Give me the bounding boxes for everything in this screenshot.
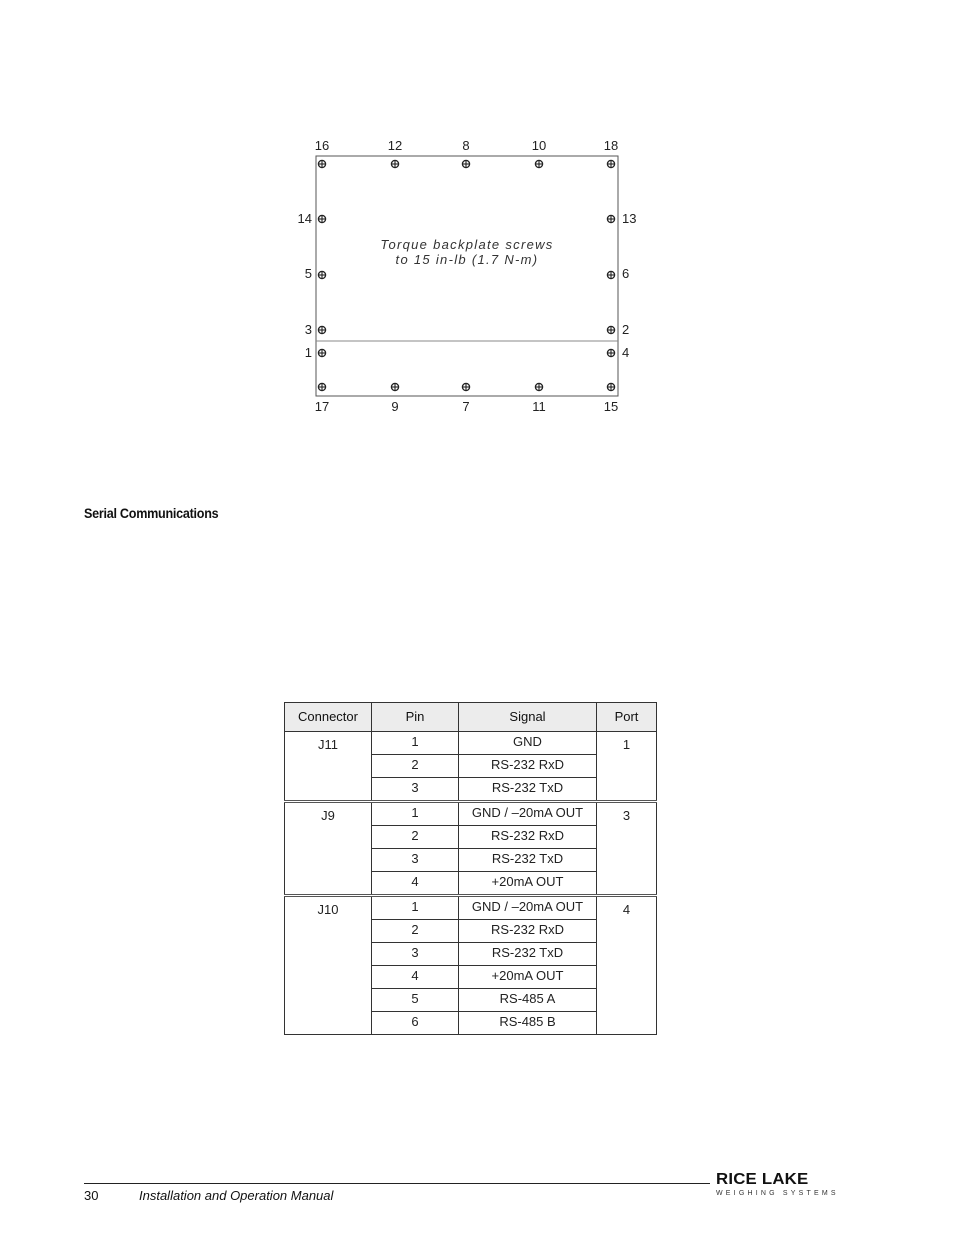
pin-cell: 2 [372,826,459,849]
screw-hole-icon [391,160,398,167]
signal-cell: RS-232 TxD [459,778,597,802]
screw-hole-icon [318,160,325,167]
screw-label-bottom-2: 9 [391,399,399,414]
logo-sub-text: WEIGHING SYSTEMS [716,1190,839,1197]
screw-label-right-1: 13 [622,211,637,226]
screw-hole-icon [318,215,325,222]
table-row [285,732,657,755]
pin-cell: 4 [372,966,459,989]
screw-hole-icon [391,383,398,390]
port-cell: 4 [597,896,657,1035]
signal-cell: RS-232 TxD [459,849,597,872]
table-row [285,802,657,826]
connector-cell: J10 [285,896,372,1035]
header-port: Port [597,703,657,732]
pin-cell: 5 [372,989,459,1012]
screw-label-top-4: 10 [531,138,547,153]
screw-hole-icon [607,349,614,356]
screw-hole-icon [318,271,325,278]
signal-cell: GND [459,732,597,755]
screw-label-bottom-5: 15 [603,399,619,414]
screw-label-right-4: 4 [622,345,630,360]
pin-cell: 1 [372,732,459,755]
screw-hole-icon [607,326,614,333]
pin-cell: 1 [372,802,459,826]
screw-label-bottom-3: 7 [462,399,470,414]
screw-hole-icon [462,383,469,390]
backplate-outline [316,156,618,396]
pin-cell: 2 [372,920,459,943]
pin-cell: 2 [372,755,459,778]
screw-label-left-3: 3 [304,322,312,337]
footer-title: Installation and Operation Manual [139,1188,334,1203]
screw-hole-icon [318,383,325,390]
page-number: 30 [84,1188,99,1203]
pin-cell: 3 [372,849,459,872]
screw-label-top-1: 16 [314,138,330,153]
header-pin: Pin [372,703,459,732]
port-cell: 1 [597,732,657,802]
pin-cell: 6 [372,1012,459,1035]
screw-hole-icon [607,271,614,278]
screw-label-top-2: 12 [387,138,403,153]
signal-cell: GND / –20mA OUT [459,802,597,826]
signal-cell: +20mA OUT [459,966,597,989]
table-row [285,896,657,920]
signal-cell: RS-232 RxD [459,755,597,778]
screw-label-left-2: 5 [304,266,312,281]
signal-cell: +20mA OUT [459,872,597,896]
screw-label-top-3: 8 [462,138,470,153]
screw-hole-icon [318,326,325,333]
pin-cell: 1 [372,896,459,920]
screw-hole-icon [535,160,542,167]
pin-cell: 3 [372,778,459,802]
connector-cell: J11 [285,732,372,802]
torque-note-line-2: to 15 in-lb (1.7 N-m) [395,252,539,267]
screw-hole-icon [318,349,325,356]
rice-lake-logo [716,1172,854,1198]
signal-cell: RS-232 TxD [459,943,597,966]
screw-hole-icon [607,160,614,167]
signal-cell: RS-485 B [459,1012,597,1035]
screw-label-top-5: 18 [603,138,619,153]
table-header-row [285,703,657,732]
screw-label-bottom-1: 17 [314,399,330,414]
screw-label-left-1: 14 [297,211,312,226]
torque-note [380,237,553,267]
screw-hole-icon [607,383,614,390]
header-signal: Signal [459,703,597,732]
port-cell: 3 [597,802,657,896]
screw-label-bottom-4: 11 [532,399,546,414]
screw-label-right-2: 6 [622,266,630,281]
signal-cell: RS-232 RxD [459,920,597,943]
logo-main-text: RICE LAKE [716,1171,809,1188]
serial-port-table [284,702,657,1035]
screw-hole-icon [462,160,469,167]
pin-cell: 3 [372,943,459,966]
torque-note-line-1: Torque backplate screws [380,237,554,252]
screw-hole-icon [607,215,614,222]
signal-cell: GND / –20mA OUT [459,896,597,920]
pin-cell: 4 [372,872,459,896]
signal-cell: RS-485 A [459,989,597,1012]
screw-label-right-3: 2 [622,322,630,337]
screw-label-left-4: 1 [304,345,312,360]
screw-hole-icon [535,383,542,390]
signal-cell: RS-232 RxD [459,826,597,849]
section-title: Serial Communications [84,505,219,521]
screw-holes [318,160,614,390]
connector-cell: J9 [285,802,372,896]
header-connector: Connector [285,703,372,732]
footer-rule [84,1183,710,1184]
backplate-diagram [0,0,954,460]
